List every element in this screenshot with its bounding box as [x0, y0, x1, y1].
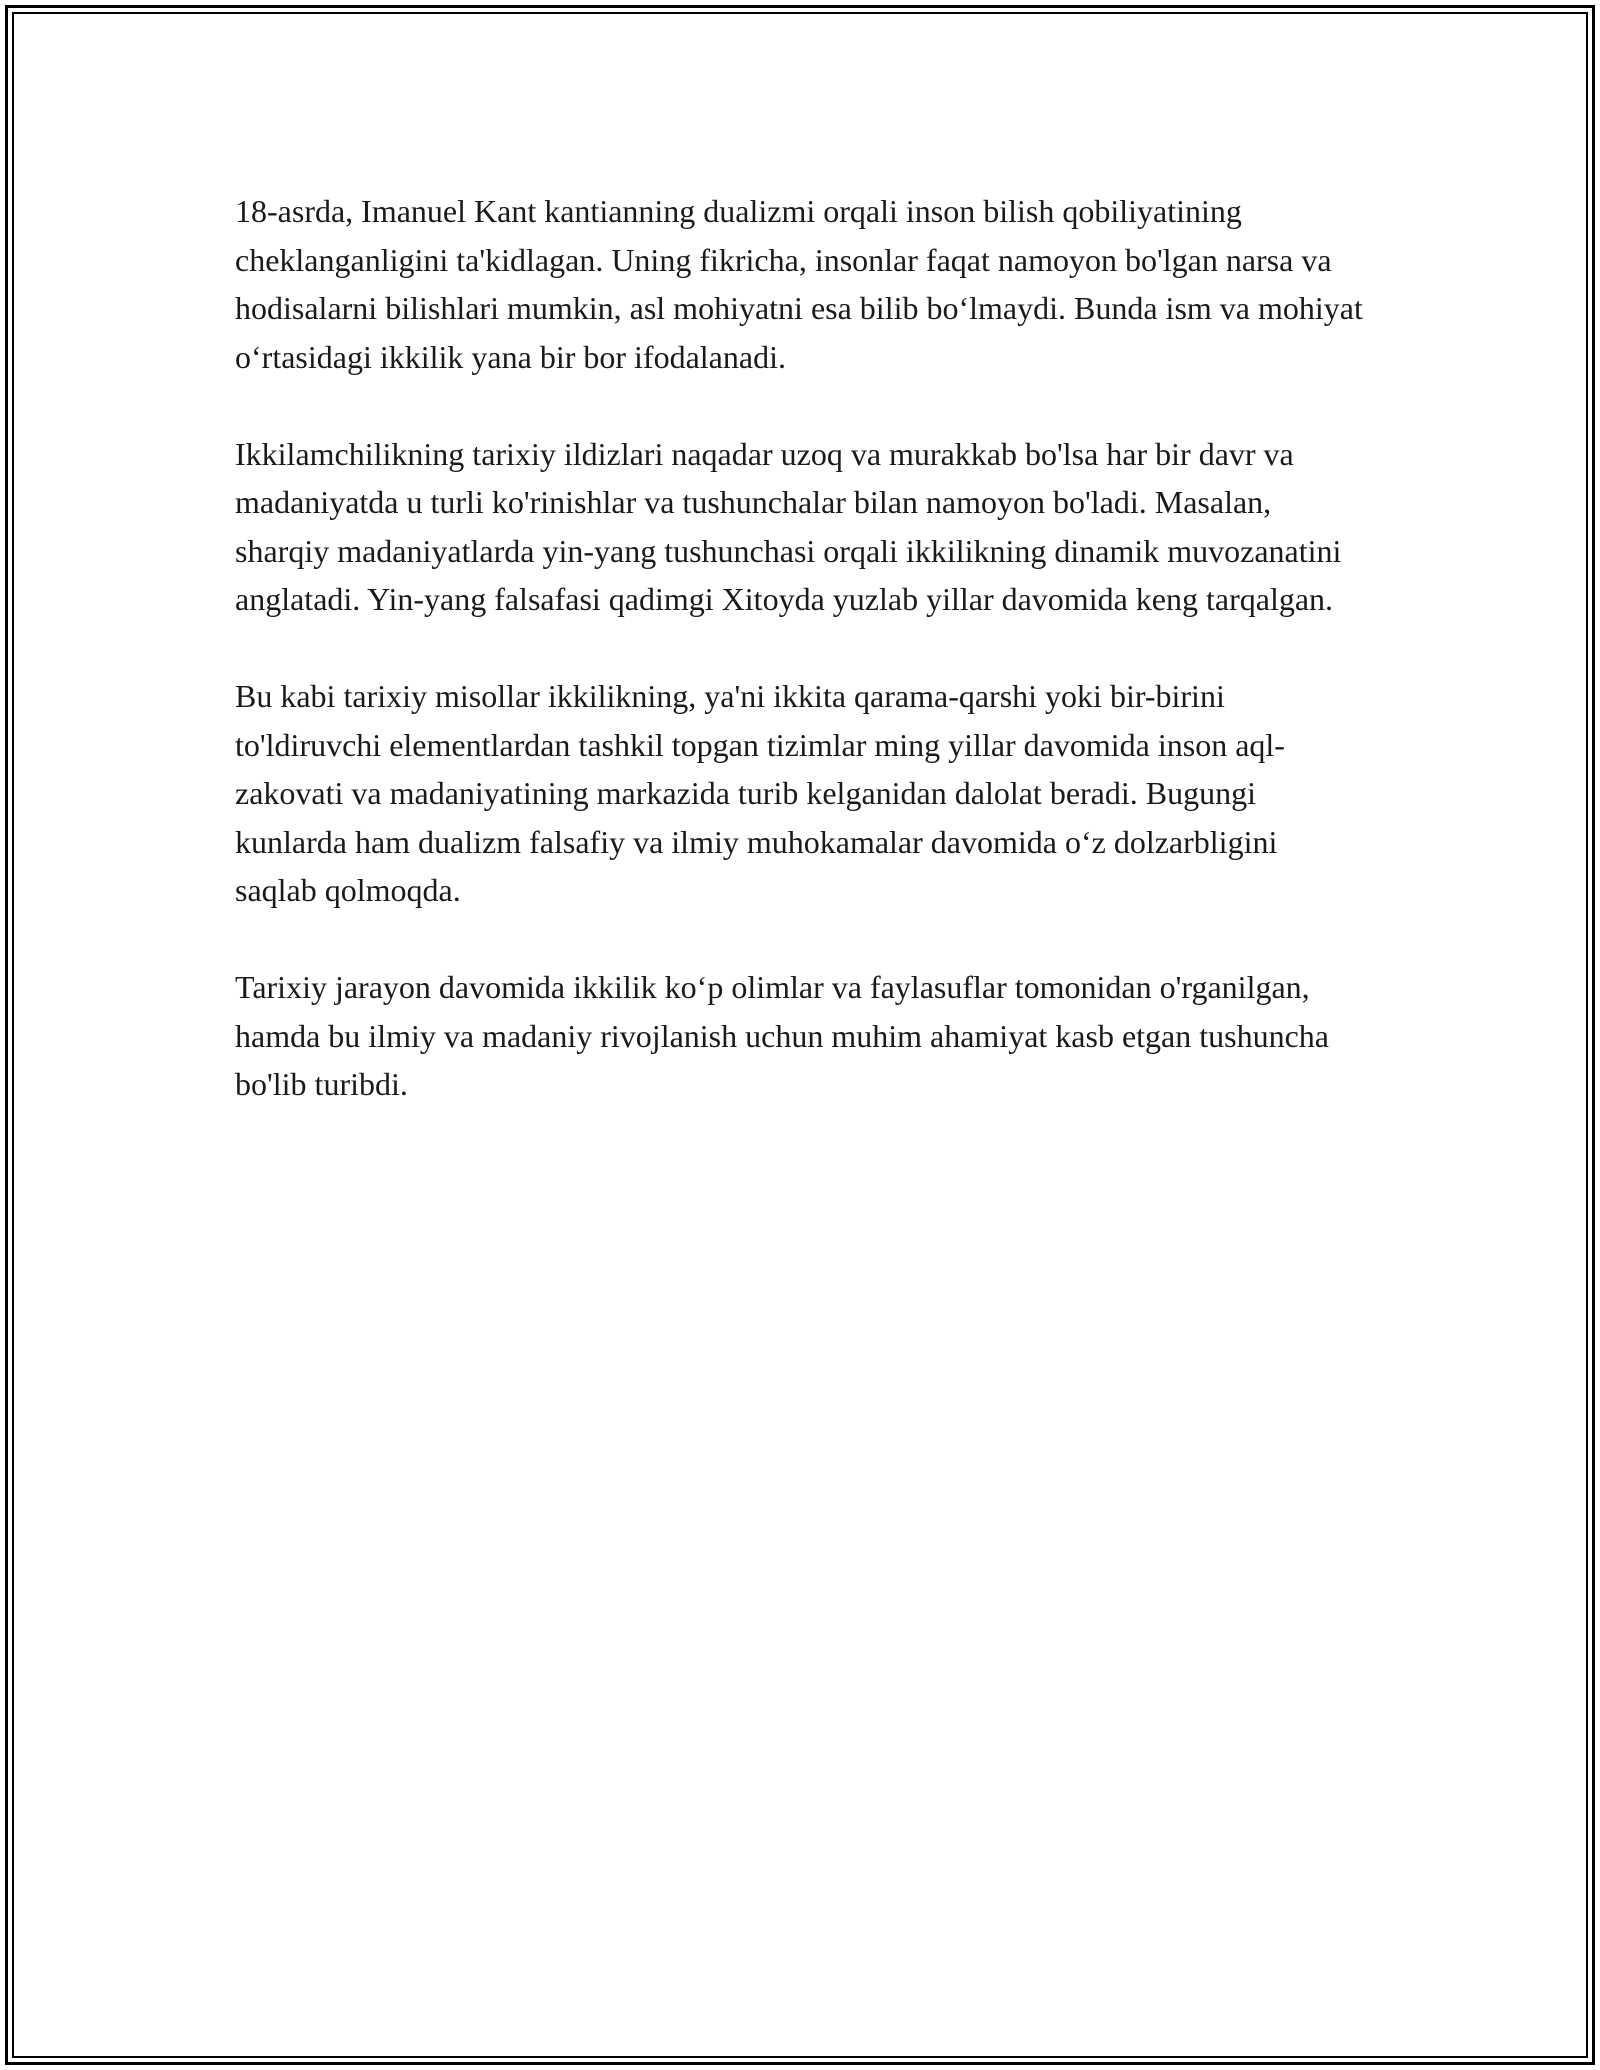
paragraph-2: Ikkilamchilikning tarixiy ildizlari naqadar uzoq va murakkab bo'lsa har bir davr va madaniyatda u turli ko'rinishlar va tushunchalar bilan namoyon bo'ladi. Masalan, sharqiy madaniyatlarda yin-yang tushunchasi orqali ikkilikning dinamik muvozanatini anglatadi. Yin-yang falsafasi qadimgi Xitoyda yuzlab yillar davomida keng tarqalgan. — [235, 435, 1342, 617]
paragraph-4: Tarixiy jarayon davomida ikkilik ko‘p olimlar va faylasuflar tomonidan o'rganilgan, hamda bu ilmiy va madaniy rivojlanish uchun muhim ahamiyat kasb etgan tushuncha bo'lib turibdi. — [235, 969, 1329, 1102]
document-body — [235, 187, 1365, 1157]
paragraph-1: 18-asrda, Imanuel Kant kantianning dualizmi orqali inson bilish qobiliyatining cheklanganligini ta'kidlagan. Uning fikricha, insonlar faqat namoyon bo'lgan narsa va hodisalarni bilishlari mumkin, asl mohiyatni esa bilib bo‘lmaydi. Bunda ism va mohiyat o‘rtasidagi ikkilik yana bir bor ifodalanadi. — [235, 193, 1363, 375]
paragraph-3: Bu kabi tarixiy misollar ikkilikning, ya'ni ikkita qarama-qarshi yoki bir-birini to'ldiruvchi elementlardan tashkil topgan tizimlar ming yillar davomida inson aql-zakovati va madaniyatining markazida turib kelganidan dalolat beradi. Bugungi kunlarda ham dualizm falsafiy va ilmiy muhokamalar davomida o‘z dolzarbligini saqlab qolmoqda. — [235, 678, 1285, 908]
